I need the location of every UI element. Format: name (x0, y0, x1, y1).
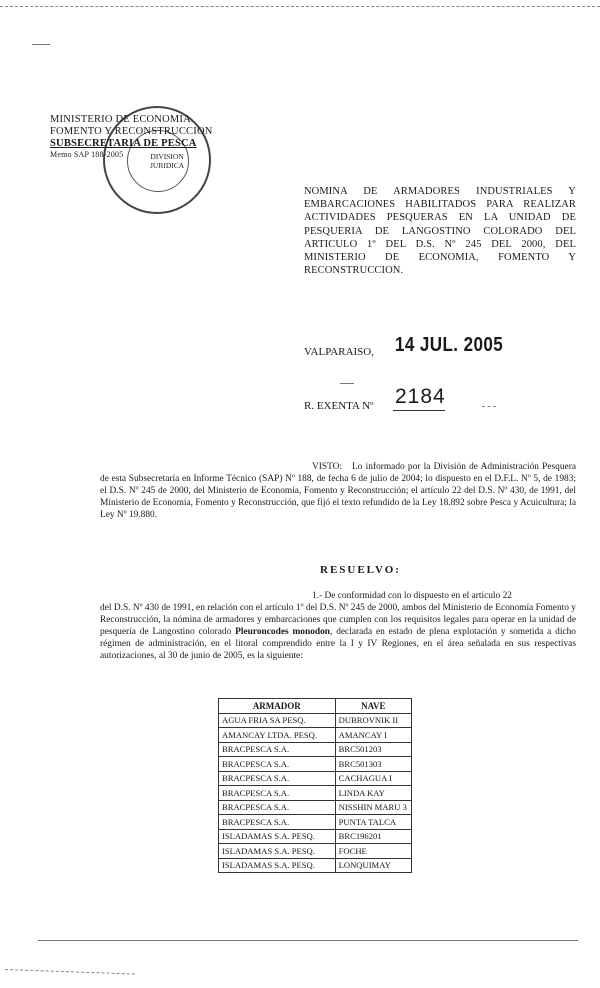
armador-cell: BRACPESCA S.A. (219, 815, 336, 830)
resuelvo-heading: RESUELVO: (320, 564, 401, 576)
ministry-line-3: SUBSECRETARIA DE PESCA (50, 138, 197, 149)
table-row (219, 728, 412, 743)
nave-cell: PUNTA TALCA (335, 815, 411, 830)
nave-cell: BRC196201 (335, 829, 411, 844)
date-label: VALPARAISO, (304, 346, 374, 358)
armador-cell: ISLADAMAS S.A. PESQ. (219, 844, 336, 859)
table-row (219, 757, 412, 772)
column-header-nave: NAVE (335, 699, 411, 714)
armador-cell: BRACPESCA S.A. (219, 742, 336, 757)
column-header-armador: ARMADOR (219, 699, 336, 714)
memo-reference: Memo SAP 188-2005 (50, 150, 124, 159)
table-row (219, 800, 412, 815)
table-row (219, 815, 412, 830)
resuelvo-paragraph-1 (100, 590, 576, 663)
seal-text: DIVISION JURIDICA (150, 152, 185, 170)
resolution-number: 2184 (395, 385, 446, 408)
nave-cell: LONQUIMAY (335, 858, 411, 873)
nave-cell: DUBROVNIK II (335, 713, 411, 728)
para1-text-a: del D.S. Nº 430 de 1991, en relación con el artículo 1º del D.S. Nº 245 de 2000, ambos del Ministerio de Economía Fomento y Reconstrucción, la nómina de armadores y embarcaciones que cumplen con los requisitos legales para operar en la unidad de pesquería de Langostino colorado (100, 603, 576, 638)
nave-cell: BRC501203 (335, 742, 411, 757)
armador-cell: BRACPESCA S.A. (219, 757, 336, 772)
table-row (219, 858, 412, 873)
armador-cell: BRACPESCA S.A. (219, 771, 336, 786)
nave-cell: BRC501303 (335, 757, 411, 772)
nave-cell: NISSHIN MARU 3 (335, 800, 411, 815)
table-row (219, 713, 412, 728)
armador-cell: AGUA FRIA SA PESQ. (219, 713, 336, 728)
table-header-row (219, 699, 412, 714)
table-row (219, 829, 412, 844)
dot-mark (482, 406, 496, 407)
scan-mark (32, 44, 50, 45)
table-row (219, 742, 412, 757)
ministry-line-1: MINISTERIO DE ECONOMIA (50, 114, 191, 125)
para1-text-b: , declarada en estado de plena explotación y sometida a dicho régimen de administración, en el litoral comprendido entre la I y IV Regiones, en el área señalada en sus respectivas autorizaciones, al 30 de junio de 2005, es la siguiente: (100, 627, 576, 662)
visto-text: Lo informado por la División de Administración Pesquera de esta Subsecretaría en Informe Técnico (SAP) Nº 188, de fecha 6 de julio de 2004; lo dispuesto en el D.F.L. Nº 5, de 1983; el D.S. Nº 245 de 2000, del Ministerio de Economía, Fomento y Reconstrucción; el artículo 22 del D.S. Nº 430, de 1991, del Ministerio de Economía, Fomento y Reconstrucción, que fijó el texto refundido de la Ley 18.892 sobre Pesca y Acuicultura; la Ley Nº 19.880. (100, 462, 576, 521)
date-stamp: 14 JUL. 2005 (395, 334, 504, 356)
dash-mark (340, 383, 354, 384)
scan-edge-top (0, 6, 600, 7)
armador-cell: BRACPESCA S.A. (219, 786, 336, 801)
nave-cell: LINDA KAY (335, 786, 411, 801)
ministry-line-2: FOMENTO Y RECONSTRUCCION (50, 126, 213, 137)
table-row (219, 771, 412, 786)
armador-cell: AMANCAY LTDA. PESQ. (219, 728, 336, 743)
ministry-header (50, 114, 213, 160)
visto-label: VISTO: (312, 462, 343, 472)
nave-cell: FOCHE (335, 844, 411, 859)
vessel-table (218, 698, 412, 873)
bottom-rule (38, 940, 578, 941)
document-title: NOMINA DE ARMADORES INDUSTRIALES Y EMBARCACIONES HABILITADOS PARA REALIZAR ACTIVIDADES PESQUERAS EN LA UNIDAD DE PESQUERIA DE LANGOSTINO COLORADO DEL ARTICULO 1º DEL D.S. Nº 245 DEL 2000, DEL MINISTERIO DE ECONOMIA, FOMENTO Y RECONSTRUCCION. (304, 186, 576, 277)
para1-intro: 1.- De conformidad con lo dispuesto en el artículo 22 (312, 591, 512, 601)
table-row (219, 844, 412, 859)
nave-cell: CACHAGUA I (335, 771, 411, 786)
armador-cell: ISLADAMAS S.A. PESQ. (219, 829, 336, 844)
nave-cell: AMANCAY I (335, 728, 411, 743)
number-underline (393, 410, 445, 411)
armador-cell: BRACPESCA S.A. (219, 800, 336, 815)
species-name: Pleuroncodes monodon (235, 627, 331, 638)
armador-cell: ISLADAMAS S.A. PESQ. (219, 858, 336, 873)
scan-edge-bottom (5, 969, 135, 975)
exenta-label: R. EXENTA Nº (304, 400, 374, 412)
table-row (219, 786, 412, 801)
visto-section (100, 461, 576, 521)
